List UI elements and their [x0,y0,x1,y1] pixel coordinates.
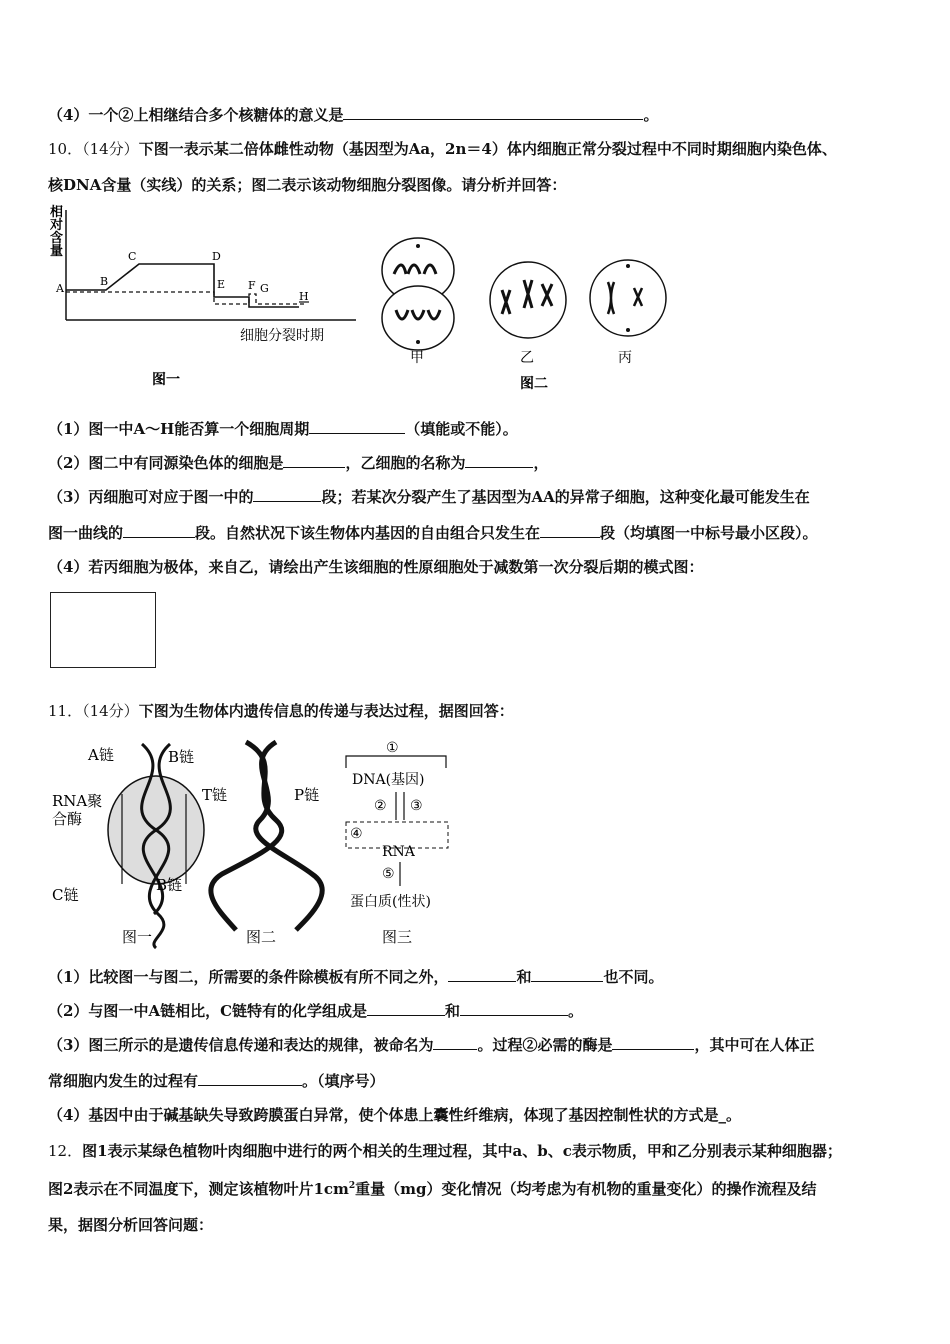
question-number: 10． [48,140,83,158]
label-rna-pol-1: RNA聚 [52,792,103,810]
q10-part4: （4）若丙细胞为极体，来自乙，请绘出产生该细胞的性原细胞处于减数第一次分裂后期的模式图： [48,558,704,576]
answer-blank[interactable] [198,1071,302,1086]
q11-part3: （3）图三所示的是遗传信息传递和表达的规律，被命名为 。过程②必需的酶是 ，其中可在人体正 [48,1036,815,1054]
q12-line2: 图2表示在不同温度下，测定该植物叶片$1cm^2$重量（mg）变化情况（均考虑为有机物的重量变化）的操作流程及结 [48,1180,817,1198]
cell-yi-label: 乙 [520,350,534,366]
q11-fig1 [52,744,204,948]
fig3-caption: 图三 [382,928,413,946]
point-g: G [260,282,269,295]
q10-part3: （3）丙细胞可对应于图一中的 段；若某次分裂产生了基因型为AA的异常子细胞，这种变化最可能发生在 [48,488,810,506]
cell-jia-label: 甲 [410,350,424,366]
q9-part4: （4）一个②上相继结合多个核糖体的意义是 。 [48,106,659,124]
answer-blank[interactable] [460,1001,568,1016]
q10-part2: （2）图二中有同源染色体的细胞是 ，乙细胞的名称为 ， [48,454,549,472]
fig1-caption: 图一 [152,372,180,388]
point-e: E [217,278,226,291]
q12-line3: 果，据图分析回答问题： [48,1216,214,1234]
q12-line1: 12．图1表示某绿色植物叶肉细胞中进行的两个相关的生理过程，其中a、b、c表示物质，甲和乙分别表示某种细胞器； [48,1142,842,1160]
cell-jia [382,238,454,366]
fig1-caption: 图一 [122,928,153,946]
label-process-3: ③ [410,798,423,814]
answer-blank[interactable] [253,487,321,502]
answer-blank[interactable] [283,453,345,468]
answer-blank[interactable] [612,1035,694,1050]
q11-part2: （2）与图一中A链相比，C链特有的化学组成是 和 。 [48,1002,584,1020]
label-b-chain-bottom: B链 [156,876,183,894]
point-b: B [100,275,109,288]
label-process-5: ⑤ [382,866,395,882]
label-protein: 蛋白质(性状) [350,894,431,910]
q10-figure2-cells [372,232,702,392]
q10-stem-line1: 10．（14分）下图一表示某二倍体雌性动物（基因型为Aa，2n＝4）体内细胞正常分裂过程中不同时期细胞内染色体、 [48,140,837,158]
answer-blank[interactable] [531,967,603,982]
label-rna: RNA [382,844,415,860]
q10-stem-line2: 核DNA含量（实线）的关系；图二表示该动物细胞分裂图像。请分析并回答： [48,176,567,194]
fig1-xlabel: 细胞分裂时期 [240,328,324,344]
label-rna-pol-2: 合酶 [52,810,83,828]
answer-blank[interactable] [123,523,195,538]
answer-blank[interactable] [433,1035,477,1050]
point-d: D [212,250,221,263]
drawing-answer-box[interactable] [50,592,156,668]
question-number: 12． [48,1142,83,1160]
cell-yi [490,262,566,366]
fig1-ylabel-char: 对 [50,218,64,233]
q11-part3-cont: 常细胞内发生的过程有 。（填序号） [48,1072,385,1090]
point-f: F [248,279,256,292]
label-p-chain: P链 [294,786,320,804]
answer-blank[interactable] [367,1001,445,1016]
fig1-ylabel-char: 相 [50,205,64,220]
label-c-chain: C链 [52,886,79,904]
question-number: 11． [48,702,83,720]
point-h: H [299,290,309,303]
label-process-4: ④ [350,826,363,842]
point-c: C [128,250,137,263]
q11-stem: 11．（14分）下图为生物体内遗传信息的传递与表达过程，据图回答： [48,702,514,720]
q11-fig3 [346,740,448,946]
q11-figures [46,734,466,950]
label-process-1: ① [386,740,399,756]
fig2-caption: 图二 [246,928,277,946]
fig1-ylabel-char: 量 [50,244,64,259]
answer-blank[interactable] [343,105,643,120]
point-a: A [56,282,64,295]
answer-blank[interactable] [465,453,533,468]
cell-bing-label: 丙 [618,350,632,366]
question-score: （14分） [82,702,139,720]
label-a-chain: A链 [88,746,114,764]
q11-part4: （4）基因中由于碱基缺失导致跨膜蛋白异常，使个体患上囊性纤维病，体现了基因控制性状的方式是_。 [48,1106,741,1124]
fig2-caption: 图二 [520,376,548,392]
answer-blank[interactable] [540,523,600,538]
question-score: （14分） [82,140,139,158]
label-dna-gene: DNA(基因) [352,772,425,788]
q10-figure1-chart [44,202,364,392]
chromosome-count-line [66,292,306,304]
answer-blank[interactable] [448,967,516,982]
cell-bing [590,260,666,366]
label-b-chain-top: B链 [168,748,195,766]
q10-part3-cont: 图一曲线的 段。自然状况下该生物体内基因的自由组合只发生在 段（均填图一中标号最小区段）。 [48,524,818,542]
q11-part1: （1）比较图一与图二，所需要的条件除模板有所不同之外， 和 也不同。 [48,968,664,986]
label-process-2: ② [374,798,387,814]
fig1-ylabel-char: 含 [50,231,64,246]
q11-fig2 [202,742,322,946]
answer-blank[interactable] [309,419,405,434]
q10-part1: （1）图一中A～H能否算一个细胞周期 （填能或不能）。 [48,420,518,438]
label-t-chain: T链 [202,786,228,804]
